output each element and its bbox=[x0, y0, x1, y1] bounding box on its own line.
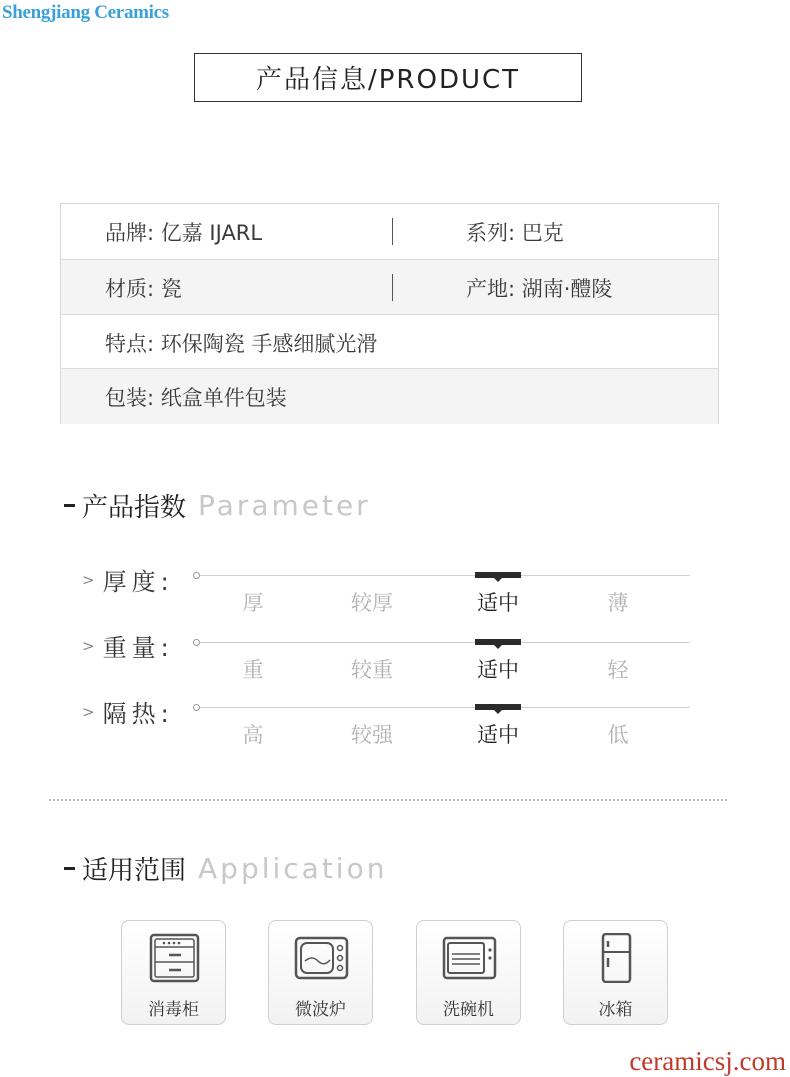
app-card-sterilizer bbox=[121, 920, 226, 1025]
param-option: 薄 bbox=[607, 591, 629, 615]
parameter-title-cn: 产品指数 bbox=[82, 493, 187, 523]
dotted-divider bbox=[49, 799, 727, 801]
spec-row-brand bbox=[61, 204, 718, 259]
page-title-text: 产品信息/PRODUCT bbox=[255, 65, 521, 95]
param-track bbox=[200, 642, 690, 643]
app-label: 洗碗机 bbox=[443, 1000, 494, 1020]
app-card-dishwasher bbox=[416, 920, 521, 1025]
param-option: 厚 bbox=[242, 591, 264, 615]
parameter-title-en: Parameter bbox=[198, 489, 371, 522]
spec-row-material bbox=[61, 259, 718, 315]
param-option-selected: 适中 bbox=[477, 591, 519, 615]
spec-packaging: 包装: 纸盒单件包装 bbox=[105, 385, 287, 410]
param-option: 轻 bbox=[607, 658, 629, 682]
param-option: 较强 bbox=[351, 723, 393, 747]
spec-brand: 品牌: 亿嘉 IJARL bbox=[105, 220, 263, 245]
spec-divider bbox=[392, 218, 393, 245]
spec-origin: 产地: 湖南·醴陵 bbox=[466, 276, 613, 301]
chevron-right-icon: > bbox=[82, 570, 95, 589]
app-card-microwave bbox=[268, 920, 373, 1025]
param-option: 重 bbox=[242, 658, 264, 682]
heading-dash bbox=[64, 504, 75, 507]
sterilizer-cabinet-icon bbox=[147, 933, 202, 983]
param-track bbox=[200, 707, 690, 708]
app-label: 微波炉 bbox=[295, 1000, 346, 1020]
param-selected-marker bbox=[475, 639, 521, 645]
param-label-text: 厚度: bbox=[102, 568, 174, 596]
heading-dash bbox=[64, 867, 75, 870]
param-option-selected: 适中 bbox=[477, 723, 519, 747]
param-option-selected: 适中 bbox=[477, 658, 519, 682]
param-label-text: 重量: bbox=[102, 634, 174, 662]
app-label: 冰箱 bbox=[598, 1000, 633, 1020]
watermark-top: Shengjiang Ceramics bbox=[2, 2, 169, 23]
param-selected-marker bbox=[475, 572, 521, 578]
spec-row-features bbox=[61, 314, 718, 370]
param-option: 高 bbox=[242, 723, 264, 747]
parameter-heading bbox=[64, 487, 371, 524]
param-track-start-dot bbox=[193, 704, 200, 711]
app-label: 消毒柜 bbox=[148, 1000, 199, 1020]
spec-row-packaging bbox=[61, 368, 718, 424]
watermark-bottom: ceramicsj.com bbox=[629, 1046, 786, 1076]
spec-features: 特点: 环保陶瓷 手感细腻光滑 bbox=[105, 331, 378, 356]
application-heading bbox=[64, 850, 387, 887]
param-selected-marker bbox=[475, 704, 521, 710]
page-title bbox=[194, 53, 582, 102]
application-title-en: Application bbox=[198, 852, 388, 885]
app-card-refrigerator bbox=[563, 920, 668, 1025]
param-track-start-dot bbox=[193, 639, 200, 646]
param-label bbox=[82, 694, 174, 729]
refrigerator-icon bbox=[589, 933, 644, 983]
param-track bbox=[200, 575, 690, 576]
spec-divider bbox=[392, 274, 393, 301]
param-option: 较厚 bbox=[351, 591, 393, 615]
spec-table bbox=[60, 203, 719, 424]
param-label bbox=[82, 562, 174, 597]
spec-series: 系列: 巴克 bbox=[466, 220, 564, 245]
param-track-start-dot bbox=[193, 572, 200, 579]
param-label-text: 隔热: bbox=[102, 700, 174, 728]
dishwasher-icon bbox=[442, 933, 497, 983]
param-label bbox=[82, 628, 174, 663]
param-option: 低 bbox=[607, 723, 629, 747]
microwave-icon bbox=[294, 933, 349, 983]
spec-material: 材质: 瓷 bbox=[105, 276, 182, 301]
chevron-right-icon: > bbox=[82, 702, 95, 721]
param-option: 较重 bbox=[351, 658, 393, 682]
chevron-right-icon: > bbox=[82, 636, 95, 655]
application-title-cn: 适用范围 bbox=[82, 856, 187, 886]
